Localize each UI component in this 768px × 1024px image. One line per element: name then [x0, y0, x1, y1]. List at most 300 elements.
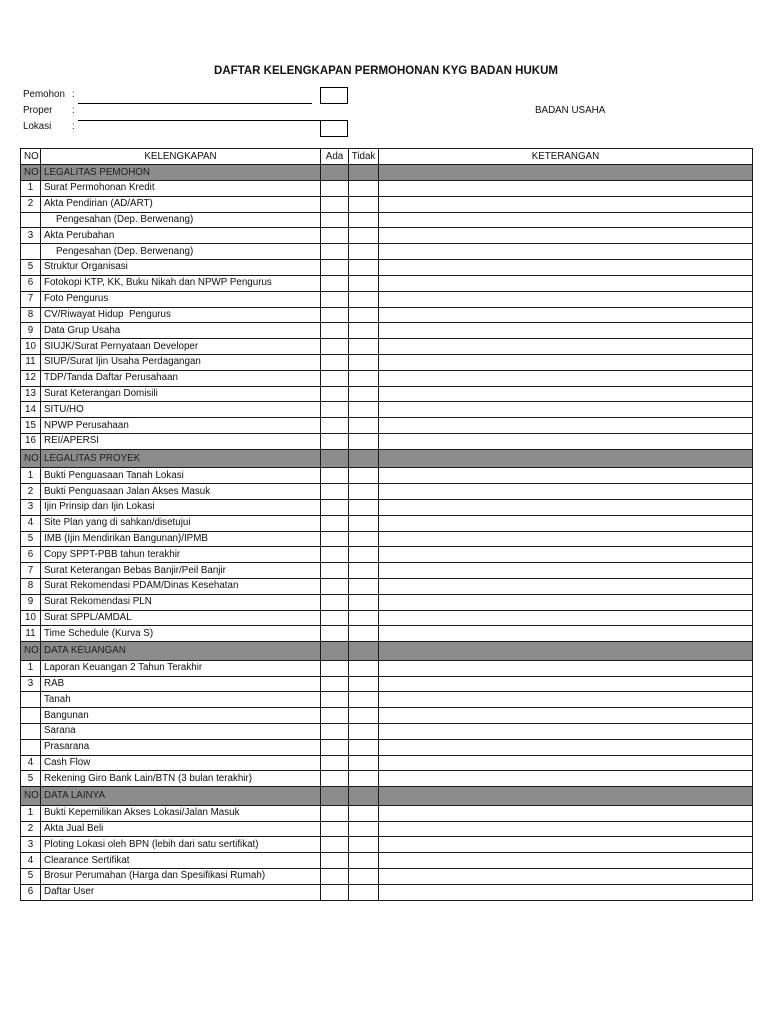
checklist-row: [21, 468, 753, 484]
keterangan-cell: [379, 228, 753, 244]
ada-cell: [321, 386, 349, 402]
checklist-row: [21, 853, 753, 869]
checklist-row: [21, 260, 753, 276]
row-item: Prasarana: [41, 739, 321, 755]
ada-cell: [321, 708, 349, 724]
field-colon-lokasi: :: [72, 121, 75, 132]
tidak-cell: [349, 755, 379, 771]
row-number: 6: [21, 884, 41, 900]
field-underline-proper: [78, 120, 320, 121]
header-tidak: Tidak: [349, 149, 379, 165]
checklist-row: [21, 805, 753, 821]
keterangan-cell: [379, 692, 753, 708]
ada-cell: [321, 787, 349, 806]
checklist-row: [21, 196, 753, 212]
table-header: [21, 149, 753, 165]
ada-cell: [321, 563, 349, 579]
row-item: CV/Riwayat Hidup Pengurus: [41, 307, 321, 323]
row-number: 1: [21, 468, 41, 484]
row-number: 4: [21, 515, 41, 531]
checklist-row: [21, 692, 753, 708]
checklist-row: [21, 484, 753, 500]
keterangan-cell: [379, 212, 753, 228]
keterangan-cell: [379, 755, 753, 771]
checklist-row: [21, 339, 753, 355]
section-group: [21, 165, 753, 450]
checklist-row: [21, 610, 753, 626]
row-number: 5: [21, 260, 41, 276]
keterangan-cell: [379, 244, 753, 260]
ada-cell: [321, 165, 349, 181]
row-number: 11: [21, 626, 41, 642]
row-item: IMB (Ijin Mendirikan Bangunan)/IPMB: [41, 531, 321, 547]
keterangan-cell: [379, 660, 753, 676]
row-number: 5: [21, 531, 41, 547]
checklist-row: [21, 837, 753, 853]
checklist-row: [21, 181, 753, 197]
row-number: 6: [21, 275, 41, 291]
header-ada: Ada: [321, 149, 349, 165]
section-header-row: [21, 642, 753, 661]
ada-cell: [321, 468, 349, 484]
field-label-lokasi: Lokasi: [23, 121, 52, 132]
tidak-cell: [349, 434, 379, 450]
keterangan-cell: [379, 805, 753, 821]
row-number: 3: [21, 837, 41, 853]
row-item: Laporan Keuangan 2 Tahun Terakhir: [41, 660, 321, 676]
keterangan-cell: [379, 739, 753, 755]
ada-cell: [321, 434, 349, 450]
row-item: Site Plan yang di sahkan/disetujui: [41, 515, 321, 531]
ada-cell: [321, 212, 349, 228]
section-no-label: NO: [21, 165, 41, 181]
keterangan-cell: [379, 610, 753, 626]
row-number: 1: [21, 805, 41, 821]
tidak-cell: [349, 515, 379, 531]
keterangan-cell: [379, 181, 753, 197]
checklist-row: [21, 821, 753, 837]
tidak-cell: [349, 579, 379, 595]
row-number: 1: [21, 660, 41, 676]
tidak-cell: [349, 821, 379, 837]
checklist-row: [21, 531, 753, 547]
field-underline-pemohon: [78, 103, 312, 104]
checklist-row: [21, 499, 753, 515]
field-box-pemohon: [320, 87, 348, 104]
tidak-cell: [349, 547, 379, 563]
row-item: Fotokopi KTP, KK, Buku Nikah dan NPWP Pengurus: [41, 275, 321, 291]
row-number: 16: [21, 434, 41, 450]
keterangan-cell: [379, 499, 753, 515]
ada-cell: [321, 660, 349, 676]
tidak-cell: [349, 196, 379, 212]
row-item: Surat Keterangan Domisili: [41, 386, 321, 402]
row-item: Surat Permohonan Kredit: [41, 181, 321, 197]
ada-cell: [321, 291, 349, 307]
row-item: Bukti Penguasaan Jalan Akses Masuk: [41, 484, 321, 500]
keterangan-cell: [379, 260, 753, 276]
row-item: RAB: [41, 676, 321, 692]
checklist-row: [21, 547, 753, 563]
keterangan-cell: [379, 642, 753, 661]
header-row: [21, 149, 753, 165]
row-number: [21, 708, 41, 724]
section-header-row: [21, 165, 753, 181]
row-number: 7: [21, 291, 41, 307]
row-item: NPWP Perusahaan: [41, 418, 321, 434]
ada-cell: [321, 821, 349, 837]
checklist-row: [21, 660, 753, 676]
checklist-row: [21, 884, 753, 900]
row-number: [21, 739, 41, 755]
keterangan-cell: [379, 449, 753, 468]
row-item: Foto Pengurus: [41, 291, 321, 307]
checklist-row: [21, 354, 753, 370]
tidak-cell: [349, 418, 379, 434]
tidak-cell: [349, 676, 379, 692]
section-title: LEGALITAS PEMOHON: [41, 165, 321, 181]
checklist-row: [21, 869, 753, 885]
ada-cell: [321, 339, 349, 355]
tidak-cell: [349, 354, 379, 370]
row-item: SIUJK/Surat Pernyataan Developer: [41, 339, 321, 355]
keterangan-cell: [379, 484, 753, 500]
tidak-cell: [349, 228, 379, 244]
ada-cell: [321, 626, 349, 642]
tidak-cell: [349, 212, 379, 228]
checklist-row: [21, 386, 753, 402]
tidak-cell: [349, 449, 379, 468]
keterangan-cell: [379, 370, 753, 386]
row-item: TDP/Tanda Daftar Perusahaan: [41, 370, 321, 386]
ada-cell: [321, 724, 349, 740]
header-no: NO: [21, 149, 41, 165]
tidak-cell: [349, 307, 379, 323]
tidak-cell: [349, 339, 379, 355]
row-number: [21, 212, 41, 228]
ada-cell: [321, 181, 349, 197]
checklist-row: [21, 307, 753, 323]
tidak-cell: [349, 660, 379, 676]
ada-cell: [321, 244, 349, 260]
checklist-row: [21, 676, 753, 692]
ada-cell: [321, 739, 349, 755]
keterangan-cell: [379, 468, 753, 484]
ada-cell: [321, 547, 349, 563]
tidak-cell: [349, 531, 379, 547]
row-number: 9: [21, 594, 41, 610]
keterangan-cell: [379, 434, 753, 450]
row-number: 10: [21, 339, 41, 355]
row-number: [21, 692, 41, 708]
tidak-cell: [349, 499, 379, 515]
keterangan-cell: [379, 563, 753, 579]
row-number: 3: [21, 228, 41, 244]
keterangan-cell: [379, 787, 753, 806]
checklist-row: [21, 228, 753, 244]
form-title: DAFTAR KELENGKAPAN PERMOHONAN KYG BADAN HUKUM: [214, 65, 558, 77]
row-number: 13: [21, 386, 41, 402]
ada-cell: [321, 771, 349, 787]
row-item: Daftar User: [41, 884, 321, 900]
row-number: 1: [21, 181, 41, 197]
tidak-cell: [349, 692, 379, 708]
row-number: 2: [21, 484, 41, 500]
tidak-cell: [349, 323, 379, 339]
row-number: 12: [21, 370, 41, 386]
row-number: 3: [21, 676, 41, 692]
keterangan-cell: [379, 196, 753, 212]
section-header-row: [21, 787, 753, 806]
tidak-cell: [349, 402, 379, 418]
row-item: Sarana: [41, 724, 321, 740]
tidak-cell: [349, 837, 379, 853]
section-header-row: [21, 449, 753, 468]
row-item: Bangunan: [41, 708, 321, 724]
row-item: Akta Pendirian (AD/ART): [41, 196, 321, 212]
row-item: Brosur Perumahan (Harga dan Spesifikasi Rumah): [41, 869, 321, 885]
checklist-row: [21, 212, 753, 228]
row-item: SITU/HO: [41, 402, 321, 418]
ada-cell: [321, 884, 349, 900]
keterangan-cell: [379, 531, 753, 547]
header-keterangan: KETERANGAN: [379, 149, 753, 165]
ada-cell: [321, 676, 349, 692]
row-item: Surat Rekomendasi PLN: [41, 594, 321, 610]
row-item: Data Grup Usaha: [41, 323, 321, 339]
ada-cell: [321, 449, 349, 468]
row-item: REI/APERSI: [41, 434, 321, 450]
row-item: Bukti Penguasaan Tanah Lokasi: [41, 468, 321, 484]
ada-cell: [321, 323, 349, 339]
keterangan-cell: [379, 724, 753, 740]
tidak-cell: [349, 370, 379, 386]
row-item: Struktur Organisasi: [41, 260, 321, 276]
tidak-cell: [349, 484, 379, 500]
row-number: 4: [21, 853, 41, 869]
keterangan-cell: [379, 626, 753, 642]
row-number: 14: [21, 402, 41, 418]
ada-cell: [321, 610, 349, 626]
tidak-cell: [349, 165, 379, 181]
checklist-row: [21, 594, 753, 610]
row-item: Clearance Sertifikat: [41, 853, 321, 869]
row-item: Rekening Giro Bank Lain/BTN (3 bulan terakhir): [41, 771, 321, 787]
keterangan-cell: [379, 579, 753, 595]
row-number: 3: [21, 499, 41, 515]
row-number: [21, 244, 41, 260]
row-number: 5: [21, 869, 41, 885]
tidak-cell: [349, 563, 379, 579]
tidak-cell: [349, 724, 379, 740]
row-number: 4: [21, 755, 41, 771]
keterangan-cell: [379, 339, 753, 355]
field-box-lokasi: [320, 120, 348, 137]
section-title: DATA LAINYA: [41, 787, 321, 806]
field-label-pemohon: Pemohon: [23, 89, 65, 100]
section-no-label: NO: [21, 642, 41, 661]
ada-cell: [321, 228, 349, 244]
section-no-label: NO: [21, 449, 41, 468]
row-item: Bukti Kepemilikan Akses Lokasi/Jalan Masuk: [41, 805, 321, 821]
ada-cell: [321, 594, 349, 610]
tidak-cell: [349, 610, 379, 626]
row-item: Copy SPPT-PBB tahun terakhir: [41, 547, 321, 563]
ada-cell: [321, 354, 349, 370]
section-group: [21, 642, 753, 787]
keterangan-cell: [379, 708, 753, 724]
tidak-cell: [349, 594, 379, 610]
keterangan-cell: [379, 594, 753, 610]
tidak-cell: [349, 291, 379, 307]
row-number: 10: [21, 610, 41, 626]
checklist-row: [21, 755, 753, 771]
keterangan-cell: [379, 515, 753, 531]
checklist-row: [21, 402, 753, 418]
checklist-row: [21, 739, 753, 755]
row-number: 8: [21, 579, 41, 595]
row-number: 15: [21, 418, 41, 434]
checklist-row: [21, 323, 753, 339]
checklist-row: [21, 434, 753, 450]
row-item: SIUP/Surat Ijin Usaha Perdagangan: [41, 354, 321, 370]
row-item: Cash Flow: [41, 755, 321, 771]
tidak-cell: [349, 771, 379, 787]
ada-cell: [321, 402, 349, 418]
row-item: Pengesahan (Dep. Berwenang): [41, 212, 321, 228]
row-item: Time Schedule (Kurva S): [41, 626, 321, 642]
ada-cell: [321, 755, 349, 771]
keterangan-cell: [379, 821, 753, 837]
checklist-row: [21, 418, 753, 434]
tidak-cell: [349, 853, 379, 869]
tidak-cell: [349, 468, 379, 484]
ada-cell: [321, 531, 349, 547]
row-item: Tanah: [41, 692, 321, 708]
ada-cell: [321, 484, 349, 500]
keterangan-cell: [379, 275, 753, 291]
checklist-row: [21, 724, 753, 740]
ada-cell: [321, 418, 349, 434]
header-kelengkapan: KELENGKAPAN: [41, 149, 321, 165]
keterangan-cell: [379, 869, 753, 885]
ada-cell: [321, 692, 349, 708]
keterangan-cell: [379, 291, 753, 307]
ada-cell: [321, 805, 349, 821]
tidak-cell: [349, 275, 379, 291]
checklist-table: [20, 148, 753, 901]
ada-cell: [321, 853, 349, 869]
section-group: [21, 449, 753, 641]
keterangan-cell: [379, 547, 753, 563]
checklist-row: [21, 563, 753, 579]
checklist-row: [21, 275, 753, 291]
row-item: Ploting Lokasi oleh BPN (lebih dari satu sertifikat): [41, 837, 321, 853]
row-number: 11: [21, 354, 41, 370]
row-item: Akta Jual Beli: [41, 821, 321, 837]
tidak-cell: [349, 386, 379, 402]
ada-cell: [321, 307, 349, 323]
row-number: 8: [21, 307, 41, 323]
keterangan-cell: [379, 418, 753, 434]
checklist-row: [21, 771, 753, 787]
row-number: [21, 724, 41, 740]
section-group: [21, 787, 753, 900]
checklist-row: [21, 244, 753, 260]
ada-cell: [321, 196, 349, 212]
keterangan-cell: [379, 386, 753, 402]
checklist-row: [21, 370, 753, 386]
keterangan-cell: [379, 771, 753, 787]
ada-cell: [321, 642, 349, 661]
keterangan-cell: [379, 884, 753, 900]
row-number: 2: [21, 196, 41, 212]
field-colon-pemohon: :: [72, 89, 75, 100]
keterangan-cell: [379, 323, 753, 339]
field-colon-proper: :: [72, 105, 75, 116]
ada-cell: [321, 837, 349, 853]
tidak-cell: [349, 884, 379, 900]
tidak-cell: [349, 642, 379, 661]
keterangan-cell: [379, 307, 753, 323]
checklist-row: [21, 291, 753, 307]
row-item: Surat Rekomendasi PDAM/Dinas Kesehatan: [41, 579, 321, 595]
tidak-cell: [349, 244, 379, 260]
keterangan-cell: [379, 676, 753, 692]
ada-cell: [321, 275, 349, 291]
row-number: 9: [21, 323, 41, 339]
tidak-cell: [349, 869, 379, 885]
row-number: 5: [21, 771, 41, 787]
ada-cell: [321, 260, 349, 276]
row-number: 2: [21, 821, 41, 837]
section-title: LEGALITAS PROYEK: [41, 449, 321, 468]
tidak-cell: [349, 626, 379, 642]
keterangan-cell: [379, 837, 753, 853]
tidak-cell: [349, 260, 379, 276]
tidak-cell: [349, 181, 379, 197]
checklist-row: [21, 708, 753, 724]
row-item: Surat SPPL/AMDAL: [41, 610, 321, 626]
tidak-cell: [349, 787, 379, 806]
checklist-row: [21, 579, 753, 595]
ada-cell: [321, 579, 349, 595]
keterangan-cell: [379, 402, 753, 418]
row-item: Pengesahan (Dep. Berwenang): [41, 244, 321, 260]
ada-cell: [321, 370, 349, 386]
keterangan-cell: [379, 853, 753, 869]
badan-usaha-label: BADAN USAHA: [535, 105, 606, 116]
tidak-cell: [349, 805, 379, 821]
tidak-cell: [349, 739, 379, 755]
tidak-cell: [349, 708, 379, 724]
row-item: Ijin Prinsip dan Ijin Lokasi: [41, 499, 321, 515]
section-no-label: NO: [21, 787, 41, 806]
row-item: Akta Perubahan: [41, 228, 321, 244]
row-number: 7: [21, 563, 41, 579]
ada-cell: [321, 869, 349, 885]
row-number: 6: [21, 547, 41, 563]
row-item: Surat Keterangan Bebas Banjir/Peil Banjir: [41, 563, 321, 579]
ada-cell: [321, 499, 349, 515]
keterangan-cell: [379, 354, 753, 370]
section-title: DATA KEUANGAN: [41, 642, 321, 661]
ada-cell: [321, 515, 349, 531]
checklist-row: [21, 626, 753, 642]
field-label-proper: Proper: [23, 105, 53, 116]
checklist-row: [21, 515, 753, 531]
keterangan-cell: [379, 165, 753, 181]
